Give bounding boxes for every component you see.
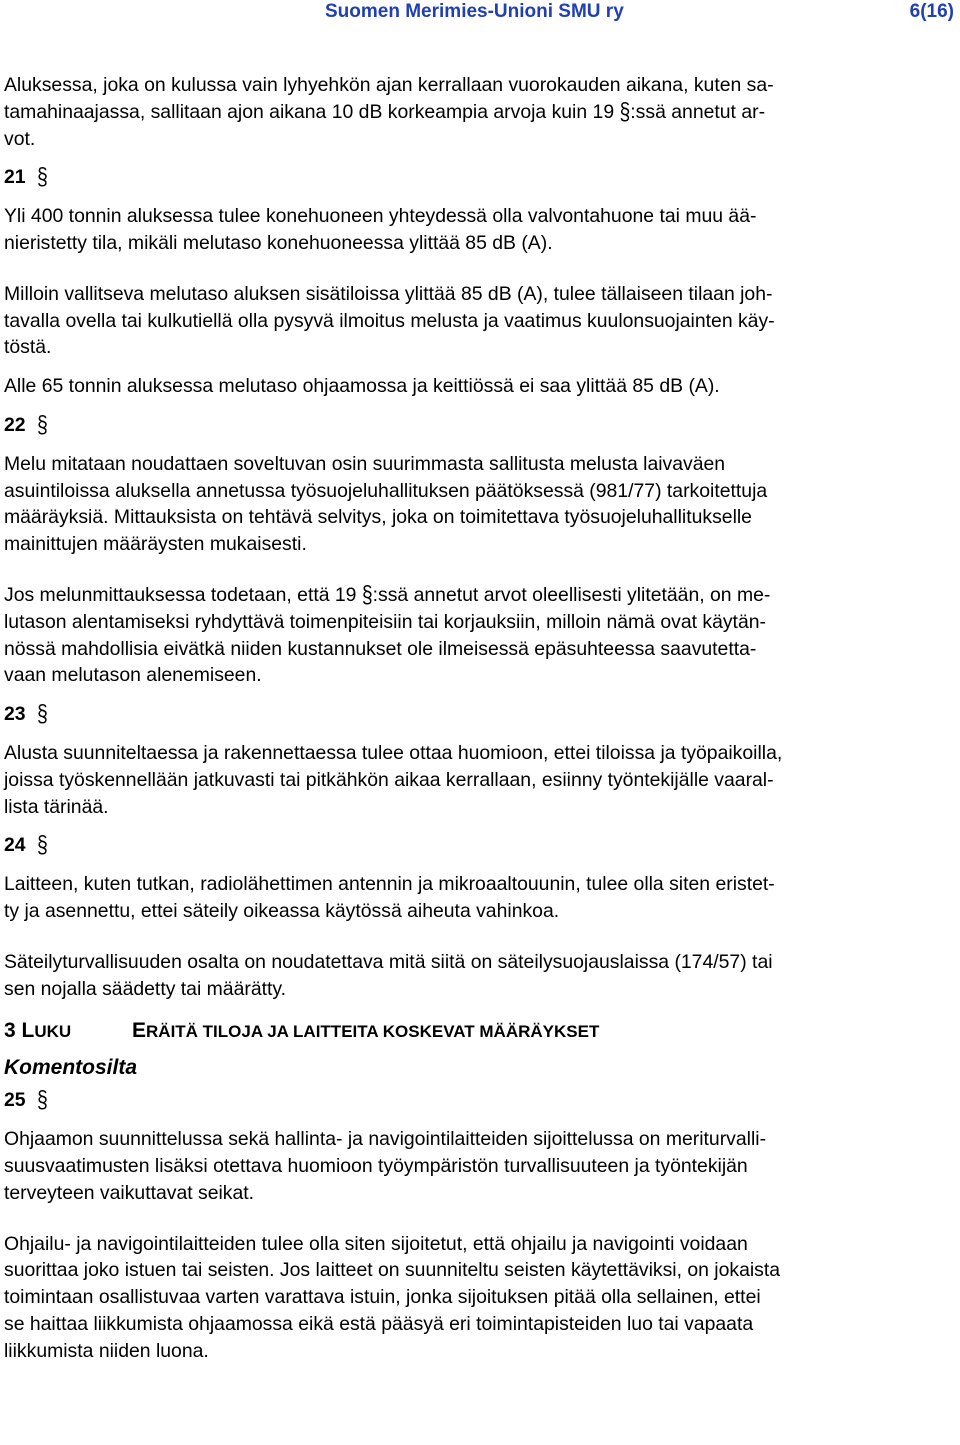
page-header: [0, 0, 960, 30]
organization-name: Suomen Merimies-Unioni SMU ry: [325, 1, 624, 22]
paragraph: Ohjailu- ja navigointilaitteiden tulee olla siten sijoitetut, että ohjailu ja navigointi voidaan suorittaa joko istuen tai seisten. Jos laitteet on suunniteltu seisten käytettäviksi, on jokaista toimintaan osallistuvaa varten varattava istuin, jonka sijoituksen pitää olla sellainen, ettei se haittaa liikkumista ohjaamossa eikä estä pääsyä eri toimintapisteiden luo tai vapaata liikkumista niiden luona.: [4, 1232, 781, 1362]
section-number-24: 24 §: [4, 832, 954, 859]
paragraph: Aluksessa, joka on kulussa vain lyhyehkön ajan kerrallaan vuorokauden aikana, kuten sa- tamahinaajassa, sallitaan ajon aikana 10 dB korkeampia arvoja kuin 19 §:ssä annetut ar- vot.: [4, 74, 774, 150]
paragraph: Ohjaamon suunnittelussa sekä hallinta- ja navigointilaitteiden sijoittelussa on meriturvalli- suusvaatimusten lisäksi otettava huomioon työympäristön turvallisuuteen ja työntekijän terveyteen vaikuttavat seikat.: [4, 1128, 767, 1204]
paragraph: Jos melunmittauksessa todetaan, että 19 §:ssä annetut arvot oleellisesti ylitetään, on me- lutason alentamiseksi ryhdyttävä toimenpiteisiin tai korjauksiin, milloin nämä ovat käytän- nössä mahdollisia eivätkä niiden kustannukset ole ilmeisessä epäsuhteessa saavutetta- vaan melutason alenemiseen.: [4, 581, 771, 687]
section-number-21: 21 §: [4, 164, 954, 191]
section-number-23: 23 §: [4, 701, 954, 728]
section-sign-icon: §: [36, 411, 48, 439]
paragraph: Laitteen, kuten tutkan, radiolähettimen antennin ja mikroaaltouunin, tulee olla siten eristet- ty ja asennettu, ettei säteily oikeassa käytössä aiheuta vahinkoa.: [4, 873, 775, 922]
chapter-title: ERÄITÄ TILOJA JA LAITTEITA KOSKEVAT MÄÄRÄYKSET: [132, 1019, 600, 1043]
section-sign-icon: §: [36, 163, 48, 192]
paragraph: Alle 65 tonnin aluksessa melutaso ohjaamossa ja keittiössä ei saa ylittää 85 dB (A).: [4, 375, 720, 398]
document-body: [4, 72, 954, 1364]
section-number-22: 22 §: [4, 412, 954, 439]
paragraph: Säteilyturvallisuuden osalta on noudatettava mitä siitä on säteilysuojauslaissa (174/57) tai sen nojalla säädetty tai määrätty.: [4, 950, 773, 1000]
subheading: Komentosilta: [4, 1056, 138, 1080]
chapter-heading: [4, 1016, 954, 1047]
paragraph: Milloin vallitseva melutaso aluksen sisätiloissa ylittää 85 dB (A), tulee tällaiseen tilaan joh- tavalla ovella tai kulkutiellä olla pysyvä ilmoitus melusta ja vaatimus kuulonsuojainten käy- töstä.: [4, 282, 775, 359]
section-sign-icon: §: [36, 700, 48, 728]
section-number-25: 25 §: [4, 1087, 954, 1114]
paragraph: Alusta suunniteltaessa ja rakennettaessa tulee ottaa huomioon, ettei tiloissa ja työpaikoilla, joissa työskennellään jatkuvasti tai pitkähkön aikaa kerrallaan, esiinny työntekijälle vaaral- lista tärinää.: [4, 741, 783, 818]
chapter-number: 3 LUKU: [4, 1019, 72, 1043]
paragraph: Melu mitataan noudattaen soveltuvan osin suurimmasta sallitusta melusta laivaväen asuintiloissa aluksella annetussa työsuojeluhallituksen päätöksessä (981/77) tarkoitettuja määräyksiä. Mittauksista on tehtävä selvitys, joka on toimitettava työsuojeluhallitukselle mainittujen määräysten mukaisesti.: [4, 452, 768, 556]
paragraph: Yli 400 tonnin aluksessa tulee konehuoneen yhteydessä olla valvontahuone tai muu ää- nieristetty tila, mikäli melutaso konehuoneessa ylittää 85 dB (A).: [4, 205, 757, 254]
section-sign-icon: §: [36, 831, 48, 859]
section-sign-icon: §: [36, 1086, 48, 1114]
page-number: 6(16): [909, 1, 954, 22]
